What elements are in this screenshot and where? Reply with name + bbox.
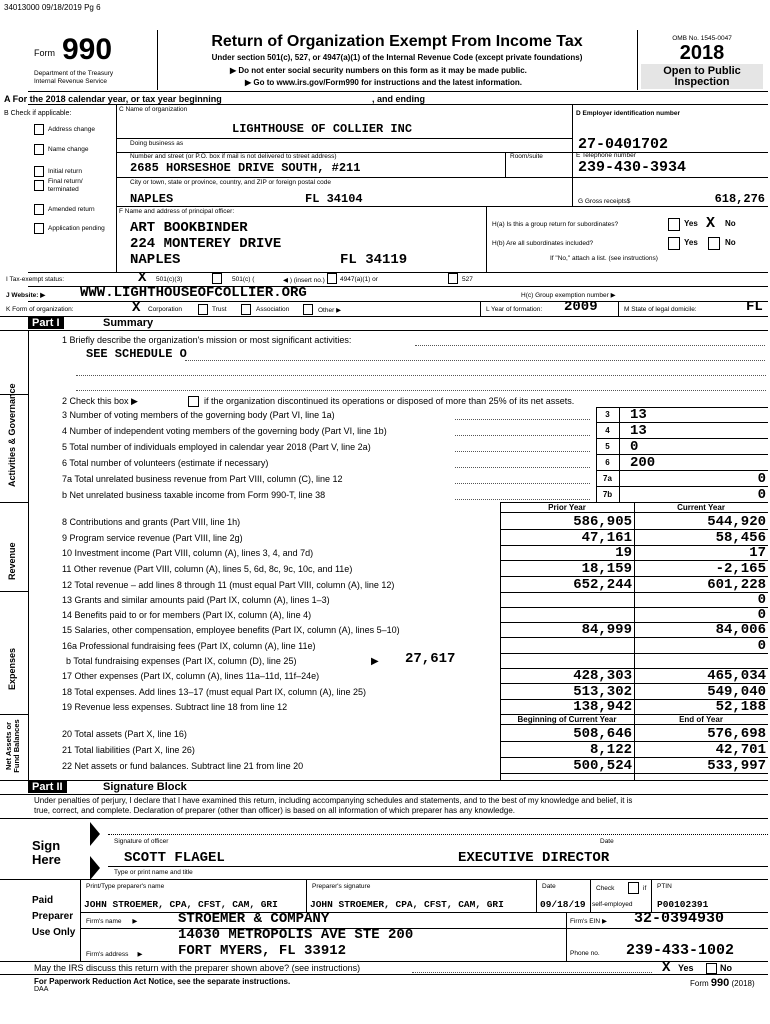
rule-part1-bottom <box>0 330 768 331</box>
revenue-line-label: 11 Other revenue (Part VIII, column (A), lines 5, 6d, 8c, 9c, 10c, and 11e) <box>62 564 353 574</box>
side-label-expenses: Expenses <box>7 647 17 690</box>
net-asset-line-rule <box>500 773 768 774</box>
revenue-line-label: 8 Contributions and grants (Part VIII, line 1h) <box>62 517 241 527</box>
initial-return-checkbox[interactable] <box>34 166 44 177</box>
rule-col-head-bottom <box>500 512 768 513</box>
k-label: K Form of organization: <box>6 306 74 313</box>
side-label-governance: Activities & Governance <box>7 383 17 487</box>
penalty-text-1: Under penalties of perjury, I declare that I have examined this return, including accompanying schedules and statements, and to the best of my knowledge and belief, it is <box>34 796 633 805</box>
name-change-checkbox[interactable] <box>34 144 44 155</box>
if-label: if <box>643 885 647 892</box>
net-asset-boy-value[interactable]: 8,122 <box>589 742 632 758</box>
line-a-label: A For the 2018 calendar year, or tax year beginning <box>4 94 222 104</box>
initial-return-label: Initial return <box>48 168 82 175</box>
revenue-current-value[interactable]: 17 <box>749 545 766 561</box>
part2-title: Signature Block <box>103 781 187 793</box>
type-print-label: Type or print name and title <box>114 869 193 876</box>
net-asset-boy-value[interactable]: 508,646 <box>573 726 632 742</box>
address-change-checkbox[interactable] <box>34 124 44 135</box>
j-label: J Website: ▶ <box>6 292 46 299</box>
4947-checkbox[interactable] <box>327 273 337 284</box>
l-label: L Year of formation: <box>486 306 543 313</box>
line1-dots <box>415 345 765 346</box>
other-label: Other ▶ <box>318 307 342 314</box>
ha-no-label: No <box>725 219 736 228</box>
discuss-no-checkbox[interactable] <box>706 963 717 974</box>
gov-line-value[interactable]: 13 <box>630 423 647 439</box>
signature-line[interactable] <box>108 834 768 835</box>
signer-title[interactable]: EXECUTIVE DIRECTOR <box>458 850 610 866</box>
daa-label: DAA <box>34 986 49 993</box>
paid-left-rule <box>80 879 81 961</box>
department-line1: Department of the Treasury <box>34 70 114 77</box>
d-left-rule <box>572 104 573 206</box>
mission-line-2 <box>76 375 766 376</box>
trust-checkbox[interactable] <box>198 304 208 315</box>
name-title-line <box>108 866 768 867</box>
gov-line-dots <box>455 419 590 420</box>
gov-line-label: b Net unrelated business taxable income from Form 990-T, line 38 <box>62 490 326 500</box>
paid-label: Paid <box>32 895 54 906</box>
revenue-current-value[interactable]: 544,920 <box>707 514 766 530</box>
b-label: B Check if applicable: <box>4 110 72 117</box>
hb-label: H(b) Are all subordinates included? <box>492 240 594 247</box>
rule-g-top <box>572 177 768 178</box>
use-only-label: Use Only <box>32 927 76 938</box>
sign-date-label: Date <box>600 838 614 845</box>
print-code: 34013000 09/18/2019 Pg 6 <box>4 3 101 12</box>
penalty-text-2: true, correct, and complete. Declaration of preparer (other than officer) is based on all information of which preparer has any knowledge. <box>34 806 515 815</box>
i-label: I Tax-exempt status: <box>6 276 65 283</box>
d-label: D Employer identification number <box>576 110 681 117</box>
room-label: Room/suite <box>510 153 543 160</box>
gov-line-number: 7a <box>603 474 612 483</box>
department-line2: Internal Revenue Service <box>34 78 107 85</box>
tax-year: 2018 <box>679 42 725 64</box>
gov-line-value[interactable]: 13 <box>630 407 647 423</box>
gross-receipts[interactable]: 618,276 <box>714 192 765 206</box>
hb-no-label: No <box>725 238 736 247</box>
gov-line-dots <box>455 435 590 436</box>
final-return-checkbox[interactable] <box>34 180 44 191</box>
gov-line-dots <box>455 451 590 452</box>
gov-line-dots <box>455 467 590 468</box>
amended-return-label: Amended return <box>48 206 95 213</box>
paperwork-notice: For Paperwork Reduction Act Notice, see the separate instructions. <box>34 977 291 986</box>
form-word: Form <box>34 48 55 58</box>
hb-note: If "No," attach a list. (see instructions) <box>550 255 658 262</box>
name-change-label: Name change <box>48 146 89 153</box>
form-subtitle: Under section 501(c), 527, or 4947(a)(1) of the Internal Revenue Code (except private foundations) <box>211 53 583 62</box>
hc-label: H(c) Group exemption number ▶ <box>521 292 616 299</box>
l-left-rule <box>480 301 481 316</box>
and-ending-label: , and ending <box>372 94 425 104</box>
side-rule-3 <box>0 591 28 592</box>
rule-part2-bottom <box>0 794 768 795</box>
m-left-rule <box>618 301 619 316</box>
expense-current-value[interactable]: 0 <box>757 607 766 623</box>
gov-line-rule <box>596 438 768 439</box>
fundraising-arrow: ▶ <box>371 656 379 667</box>
expense-current-value[interactable]: 549,040 <box>707 684 766 700</box>
self-employed-checkbox[interactable] <box>628 882 639 894</box>
sign-label: Sign <box>32 838 61 853</box>
expense-line-label: 15 Salaries, other compensation, employee benefits (Part IX, column (A), lines 5–10) <box>62 625 400 635</box>
revenue-prior-value[interactable]: 47,161 <box>581 530 632 546</box>
expense-line-label: b Total fundraising expenses (Part IX, column (D), line 25) <box>66 656 297 666</box>
street-address[interactable]: 2685 HORSESHOE DRIVE SOUTH, #211 <box>130 161 361 175</box>
c-label: C Name of organization <box>119 106 188 113</box>
preparer-name[interactable]: JOHN STROEMER, CPA, CFST, CAM, GRI <box>84 899 278 910</box>
telephone[interactable]: 239-430-3934 <box>578 159 687 176</box>
expense-current-value[interactable]: 0 <box>757 592 766 608</box>
here-label: Here <box>32 852 61 867</box>
signature-officer-label: Signature of officer <box>114 838 169 845</box>
officer-city[interactable]: NAPLES <box>130 252 181 268</box>
mission-line-3 <box>76 390 766 391</box>
room-divider <box>505 152 506 178</box>
ssn-warning: ▶ Do not enter social security numbers on this form as it may be made public. <box>230 66 527 75</box>
hb-yes-label: Yes <box>684 238 698 247</box>
g-label: G Gross receipts$ <box>578 198 631 205</box>
m-label: M State of legal domicile: <box>624 306 697 313</box>
527-label: 527 <box>462 276 473 283</box>
gov-line-number: 5 <box>605 442 610 451</box>
city-label: City or town, state or province, country, and ZIP or foreign postal code <box>130 179 331 186</box>
gov-line-number: 3 <box>605 410 610 419</box>
gov-line-number: 6 <box>605 458 610 467</box>
revenue-line-label: 10 Investment income (Part VIII, column (A), lines 3, 4, and 7d) <box>62 548 314 558</box>
preparer-signature[interactable]: JOHN STROEMER, CPA, CFST, CAM, GRI <box>310 899 504 910</box>
expense-prior-value[interactable]: 84,999 <box>581 622 632 638</box>
expense-line-label: 19 Revenue less expenses. Subtract line 18 from line 12 <box>62 702 288 712</box>
officer-state-zip[interactable]: FL 34119 <box>340 252 408 268</box>
expense-current-value[interactable]: 0 <box>757 638 766 654</box>
prep-sig-rule <box>306 879 307 913</box>
gov-line-label: 5 Total number of individuals employed in calendar year 2018 (Part V, line 2a) <box>62 442 371 452</box>
firm-address-2[interactable]: FORT MYERS, FL 33912 <box>178 943 347 959</box>
open-to-public: Open to Public <box>663 65 741 77</box>
dba-label: Doing business as <box>130 140 184 147</box>
rule-a-top <box>28 91 768 92</box>
prep-sig-label: Preparer's signature <box>312 883 371 890</box>
phone-rule <box>566 928 567 961</box>
gov-line-value[interactable]: 0 <box>757 471 766 487</box>
preparer-label: Preparer <box>32 911 74 922</box>
goto-instructions: ▶ Go to www.irs.gov/Form990 for instructions and the latest information. <box>245 78 522 87</box>
association-label: Association <box>256 306 290 313</box>
firm-ein-rule <box>566 912 567 928</box>
expense-line-rule <box>500 653 768 654</box>
phone-label: Phone no. <box>570 950 600 957</box>
revenue-prior-value[interactable]: 19 <box>615 545 632 561</box>
footer-form-ref: Form 990 (2018) <box>690 977 755 989</box>
other-checkbox[interactable] <box>303 304 313 315</box>
firm-phone[interactable]: 239-433-1002 <box>626 942 735 959</box>
revenue-line-label: 12 Total revenue – add lines 8 through 11 (must equal Part VIII, column (A), line 12) <box>62 580 395 590</box>
4947-label: 4947(a)(1) or <box>340 276 378 283</box>
state-zip[interactable]: FL 34104 <box>305 192 363 206</box>
mission-line-1 <box>185 360 765 361</box>
officer-name[interactable]: ART BOOKBINDER <box>130 220 248 236</box>
expense-prior-value[interactable]: 428,303 <box>573 668 632 684</box>
part2-tag: Part II <box>28 781 67 793</box>
gov-line-label: 6 Total number of volunteers (estimate if necessary) <box>62 458 269 468</box>
expense-current-value[interactable]: 465,034 <box>707 668 766 684</box>
ha-no-mark[interactable]: X <box>706 215 716 232</box>
firm-name[interactable]: STROEMER & COMPANY <box>178 911 330 927</box>
officer-street[interactable]: 224 MONTEREY DRIVE <box>130 236 282 252</box>
gov-line-rule <box>596 502 768 503</box>
corporation-mark[interactable]: X <box>132 300 141 316</box>
part1-tag: Part I <box>28 317 64 329</box>
expense-line-label: 13 Grants and similar amounts paid (Part IX, column (A), lines 1–3) <box>62 595 330 605</box>
discuss-no-label: No <box>720 963 732 973</box>
501c3-mark[interactable]: X <box>138 270 147 286</box>
discuss-question: May the IRS discuss this return with the preparer shown above? (see instructions) <box>34 963 361 973</box>
omb-number: OMB No. 1545-0047 <box>672 35 732 42</box>
gov-line-rule <box>596 422 768 423</box>
revenue-current-value[interactable]: 58,456 <box>715 530 766 546</box>
fundraising-total[interactable]: 27,617 <box>405 651 456 667</box>
self-employed-label: self-employed <box>592 901 633 908</box>
firm-ein-label: Firm's EIN ▶ <box>570 918 607 925</box>
firm-address-label: Firm's address ▶ <box>86 951 143 958</box>
527-checkbox[interactable] <box>448 273 458 284</box>
discuss-yes-label: Yes <box>678 963 694 973</box>
expense-line-label: 17 Other expenses (Part IX, column (A), lines 11a–11d, 11f–24e) <box>62 671 320 681</box>
expense-line-label: 14 Benefits paid to or for members (Part IX, column (A), line 4) <box>62 610 312 620</box>
inspection: Inspection <box>674 76 730 88</box>
check-rule <box>590 879 591 913</box>
side-rule-2 <box>0 502 28 503</box>
f-label: F Name and address of principal officer: <box>119 208 235 215</box>
organization-name[interactable]: LIGHTHOUSE OF COLLIER INC <box>232 122 413 136</box>
501c-checkbox[interactable] <box>212 273 222 284</box>
boy-header: Beginning of Current Year <box>517 715 617 724</box>
gov-line-dots <box>455 483 590 484</box>
prep-date-rule <box>536 879 537 913</box>
net-asset-eoy-value[interactable]: 42,701 <box>715 742 766 758</box>
e-label: E Telephone number <box>576 152 636 159</box>
prior-year-header: Prior Year <box>548 503 586 512</box>
rule-footer-top <box>0 974 768 975</box>
net-asset-line-label: 21 Total liabilities (Part X, line 26) <box>62 745 195 755</box>
net-asset-boy-value[interactable]: 500,524 <box>573 758 632 774</box>
side-rule-4 <box>0 714 28 715</box>
gov-line-number: 7b <box>602 490 613 499</box>
gov-line-label: 4 Number of independent voting members of the governing body (Part VI, line 1b) <box>62 426 387 436</box>
discuss-dots <box>412 972 652 973</box>
insert-no-label: ◀ ) (insert no.) <box>283 277 325 284</box>
rule-a-bottom <box>28 104 768 105</box>
ha-label: H(a) Is this a group return for subordinates? <box>492 221 619 228</box>
ptin-label: PTIN <box>657 883 672 890</box>
gov-line-label: 3 Number of voting members of the governing body (Part VI, line 1a) <box>62 410 335 420</box>
prep-date-label: Date <box>542 883 556 890</box>
line2-label: 2 Check this box ▶ <box>62 396 138 406</box>
current-year-header: Current Year <box>677 503 725 512</box>
amended-return-checkbox[interactable] <box>34 204 44 215</box>
b-right-rule <box>116 104 117 272</box>
final-return-label: Final return/ terminated <box>48 178 83 193</box>
net-asset-line-label: 20 Total assets (Part X, line 16) <box>62 729 187 739</box>
firm-ein[interactable]: 32-0394930 <box>634 910 725 927</box>
signer-name[interactable]: SCOTT FLAGEL <box>124 850 225 866</box>
street-label: Number and street (or P.O. box if mail is not delivered to street address) <box>130 153 337 160</box>
line2-checkbox[interactable] <box>188 396 199 407</box>
check-label: Check <box>596 885 615 892</box>
expense-prior-value[interactable]: 513,302 <box>573 684 632 700</box>
gov-line-dots <box>455 499 590 500</box>
expense-current-value[interactable]: 84,006 <box>715 622 766 638</box>
ptin-rule <box>651 879 652 913</box>
application-pending-label: Application pending <box>48 225 105 232</box>
501c3-label: 501(c)(3) <box>156 276 183 283</box>
revenue-prior-value[interactable]: 18,159 <box>581 561 632 577</box>
application-pending-checkbox[interactable] <box>34 223 44 234</box>
gov-line-number: 4 <box>605 426 610 435</box>
sign-here-arrows <box>90 822 102 880</box>
side-label-revenue: Revenue <box>7 542 17 580</box>
ein[interactable]: 27-0401702 <box>578 136 669 153</box>
hb-yes-checkbox[interactable] <box>668 237 680 250</box>
net-asset-eoy-value[interactable]: 533,997 <box>707 758 766 774</box>
form-number: 990 <box>62 33 113 66</box>
form-title: Return of Organization Exempt From Income Tax <box>211 33 583 50</box>
preparer-date[interactable]: 09/18/19 <box>540 899 586 910</box>
corporation-label: Corporation <box>148 306 182 313</box>
ha-yes-label: Yes <box>684 219 698 228</box>
expense-line-label: 16a Professional fundraising fees (Part IX, column (A), line 11e) <box>62 641 316 651</box>
gov-line-value[interactable]: 0 <box>630 439 639 455</box>
year-of-formation[interactable]: 2009 <box>564 299 598 315</box>
prep-name-label: Print/Type preparer's name <box>86 883 165 890</box>
net-asset-line-label: 22 Net assets or fund balances. Subtract line 21 from line 20 <box>62 761 304 771</box>
gov-line-value[interactable]: 0 <box>757 487 766 503</box>
website[interactable]: WWW.LIGHTHOUSEOFCOLLIER.ORG <box>80 285 307 301</box>
side-column-rule <box>28 330 29 780</box>
line1-label: 1 Briefly describe the organization's mission or most significant activities: <box>62 335 352 345</box>
expense-prior-value[interactable]: 138,942 <box>573 699 632 715</box>
gov-line-label: 7a Total unrelated business revenue from Part VIII, column (C), line 12 <box>62 474 343 484</box>
rule-c-3 <box>116 177 572 178</box>
address-change-label: Address change <box>48 126 95 133</box>
rule-c-1 <box>116 138 572 139</box>
state-of-domicile[interactable]: FL <box>746 299 763 315</box>
side-label-net-assets: Net Assets or Fund Balances <box>4 719 21 773</box>
revenue-line-label: 9 Program service revenue (Part VIII, line 2g) <box>62 533 243 543</box>
line2-description: if the organization discontinued its operations or disposed of more than 25% of its net assets. <box>204 396 575 406</box>
rule-f-top <box>116 206 768 207</box>
revenue-current-value[interactable]: -2,165 <box>715 561 766 577</box>
expense-current-value[interactable]: 52,188 <box>715 699 766 715</box>
revenue-prior-value[interactable]: 586,905 <box>573 514 632 530</box>
rule-discuss-top <box>0 961 768 962</box>
gov-line-rule <box>596 454 768 455</box>
trust-label: Trust <box>212 306 227 313</box>
part1-title: Summary <box>103 317 154 329</box>
rule-net-head-bottom <box>500 724 768 725</box>
revenue-current-value[interactable]: 601,228 <box>707 577 766 593</box>
firm-name-label: Firm's name ▶ <box>86 918 138 925</box>
eoy-header: End of Year <box>679 715 723 724</box>
gov-line-value[interactable]: 200 <box>630 455 656 471</box>
ptin-value[interactable]: P00102391 <box>657 899 709 910</box>
rule-paid-top <box>0 879 768 880</box>
expense-line-rule <box>500 714 768 715</box>
gov-rule-top <box>596 407 768 408</box>
revenue-prior-value[interactable]: 652,244 <box>573 577 632 593</box>
h-left-rule <box>486 206 487 272</box>
rule-sign-top <box>0 818 768 819</box>
association-checkbox[interactable] <box>241 304 251 315</box>
501c-label: 501(c) ( <box>232 276 255 283</box>
ha-yes-checkbox[interactable] <box>668 218 680 231</box>
expense-line-label: 18 Total expenses. Add lines 13–17 (must equal Part IX, column (A), line 25) <box>62 687 367 697</box>
mission-statement[interactable]: SEE SCHEDULE O <box>86 347 187 361</box>
discuss-yes-mark[interactable]: X <box>662 960 671 976</box>
firm-address-1[interactable]: 14030 METROPOLIS AVE STE 200 <box>178 927 414 943</box>
net-asset-eoy-value[interactable]: 576,698 <box>707 726 766 742</box>
city[interactable]: NAPLES <box>130 192 174 206</box>
side-rule-1 <box>0 394 28 395</box>
hb-no-checkbox[interactable] <box>708 237 720 250</box>
